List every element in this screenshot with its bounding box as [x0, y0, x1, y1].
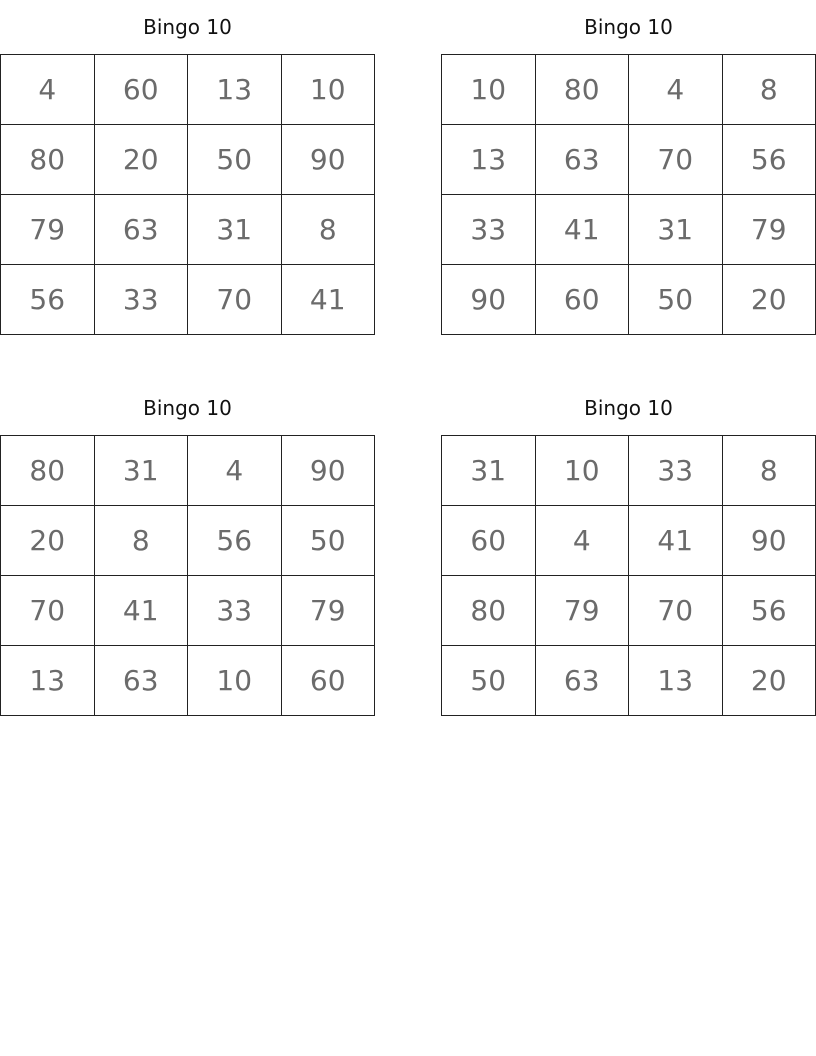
grid-row — [442, 646, 816, 716]
grid-cell: 33 — [94, 265, 188, 335]
bingo-grid — [0, 54, 375, 335]
grid-cell: 90 — [442, 265, 536, 335]
grid-cell: 50 — [188, 125, 282, 195]
grid-cell: 20 — [1, 506, 95, 576]
bingo-grid — [441, 54, 816, 335]
grid-row — [442, 576, 816, 646]
grid-cell: 20 — [722, 646, 816, 716]
grid-cell: 31 — [629, 195, 723, 265]
grid-cell: 70 — [629, 576, 723, 646]
grid-cell: 60 — [94, 55, 188, 125]
grid-cell: 63 — [535, 646, 629, 716]
grid-cell: 13 — [629, 646, 723, 716]
card-title: Bingo 10 — [584, 396, 673, 420]
grid-cell: 10 — [442, 55, 536, 125]
grid-row — [442, 506, 816, 576]
grid-cell: 33 — [188, 576, 282, 646]
grid-cell: 70 — [1, 576, 95, 646]
grid-cell: 4 — [629, 55, 723, 125]
grid-cell: 90 — [281, 125, 375, 195]
grid-cell: 31 — [442, 436, 536, 506]
grid-cell: 80 — [1, 436, 95, 506]
grid-cell: 41 — [629, 506, 723, 576]
grid-cell: 20 — [722, 265, 816, 335]
grid-cell: 8 — [94, 506, 188, 576]
grid-cell: 20 — [94, 125, 188, 195]
grid-cell: 31 — [188, 195, 282, 265]
grid-cell: 41 — [94, 576, 188, 646]
grid-cell: 79 — [1, 195, 95, 265]
grid-cell: 56 — [1, 265, 95, 335]
grid-row — [1, 265, 375, 335]
grid-cell: 56 — [188, 506, 282, 576]
bingo-grid — [441, 435, 816, 716]
grid-row — [1, 55, 375, 125]
grid-cell: 70 — [188, 265, 282, 335]
grid-cell: 10 — [281, 55, 375, 125]
grid-cell: 90 — [281, 436, 375, 506]
grid-cell: 80 — [442, 576, 536, 646]
grid-cell: 63 — [535, 125, 629, 195]
grid-cell: 31 — [94, 436, 188, 506]
grid-cell: 56 — [722, 576, 816, 646]
grid-cell: 60 — [442, 506, 536, 576]
grid-cell: 8 — [281, 195, 375, 265]
grid-cell: 90 — [722, 506, 816, 576]
grid-cell: 41 — [535, 195, 629, 265]
grid-row — [1, 436, 375, 506]
grid-cell: 60 — [535, 265, 629, 335]
grid-cell: 50 — [281, 506, 375, 576]
grid-row — [1, 576, 375, 646]
grid-cell: 13 — [442, 125, 536, 195]
card-title: Bingo 10 — [143, 396, 232, 420]
grid-row — [442, 265, 816, 335]
grid-cell: 13 — [1, 646, 95, 716]
grid-cell: 4 — [188, 436, 282, 506]
grid-cell: 50 — [442, 646, 536, 716]
grid-cell: 8 — [722, 436, 816, 506]
grid-cell: 79 — [535, 576, 629, 646]
grid-cell: 80 — [535, 55, 629, 125]
grid-cell: 56 — [722, 125, 816, 195]
grid-row — [442, 195, 816, 265]
grid-cell: 50 — [629, 265, 723, 335]
grid-cell: 33 — [442, 195, 536, 265]
bingo-grid — [0, 435, 375, 716]
grid-row — [1, 195, 375, 265]
grid-cell: 4 — [1, 55, 95, 125]
grid-row — [442, 55, 816, 125]
grid-cell: 10 — [188, 646, 282, 716]
grid-cell: 4 — [535, 506, 629, 576]
grid-cell: 79 — [281, 576, 375, 646]
grid-cell: 60 — [281, 646, 375, 716]
grid-cell: 33 — [629, 436, 723, 506]
grid-cell: 63 — [94, 195, 188, 265]
grid-row — [442, 436, 816, 506]
card-title: Bingo 10 — [584, 15, 673, 39]
grid-row — [1, 125, 375, 195]
grid-cell: 13 — [188, 55, 282, 125]
grid-cell: 80 — [1, 125, 95, 195]
grid-cell: 79 — [722, 195, 816, 265]
grid-cell: 10 — [535, 436, 629, 506]
grid-row — [442, 125, 816, 195]
grid-row — [1, 506, 375, 576]
grid-row — [1, 646, 375, 716]
grid-cell: 63 — [94, 646, 188, 716]
grid-cell: 70 — [629, 125, 723, 195]
card-title: Bingo 10 — [143, 15, 232, 39]
grid-cell: 41 — [281, 265, 375, 335]
grid-cell: 8 — [722, 55, 816, 125]
